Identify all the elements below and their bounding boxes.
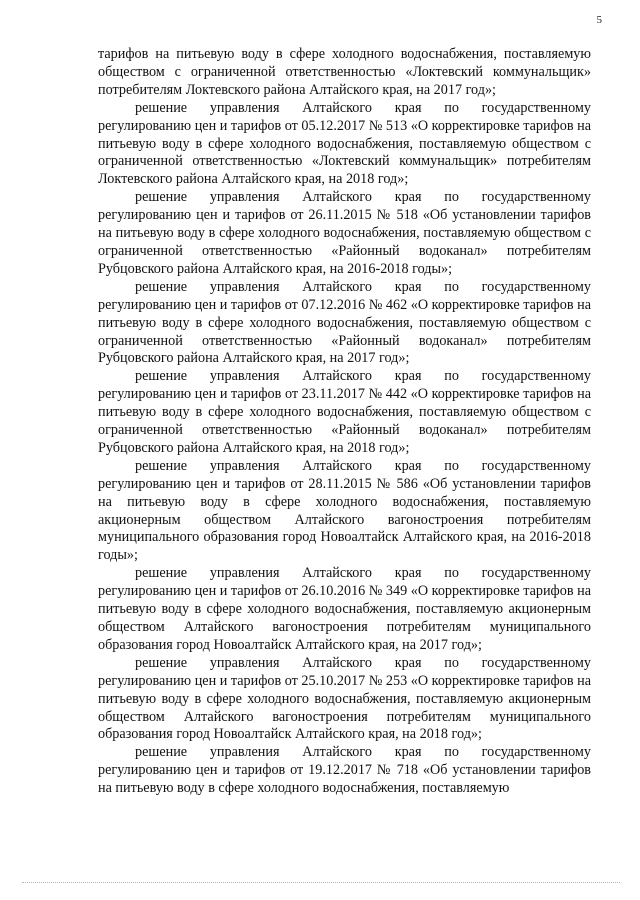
paragraph-decision-462: решение управления Алтайского края по государственному регулированию цен и тарифов от 07.12.2016 № 462 «О корректировке тарифов на питьевую воду в сфере холодного водоснабжения, поставляемую обществом с ограниченной ответственностью «Районный водоканал» потребителям Рубцовского района Алтайского края, на 2017 год»;: [98, 278, 591, 367]
scan-edge-line: [22, 882, 620, 883]
paragraph-decision-518: решение управления Алтайского края по государственному регулированию цен и тарифов от 26.11.2015 № 518 «Об установлении тарифов на питьевую воду в сфере холодного водоснабжения, поставляемую обществом с ограниченной ответственностью «Районный водоканал» потребителям Рубцовского района Алтайского края, на 2016-2018 годы»;: [98, 189, 591, 277]
paragraph-decision-718: решение управления Алтайского края по государственному регулированию цен и тарифов от 19.12.2017 № 718 «Об установлении тарифов на питьевую воду в сфере холодного водоснабжения, поставляемую: [98, 744, 591, 797]
paragraph-decision-513: решение управления Алтайского края по государственному регулированию цен и тарифов от 05.12.2017 № 513 «О корректировке тарифов на питьевую воду в сфере холодного водоснабжения, поставляемую обществом с ограниченной ответственностью «Локтевский коммунальщик» потребителям Локтевского района Алтайского края, на 2018 год»;: [98, 99, 591, 188]
paragraph-decision-442: решение управления Алтайского края по государственному регулированию цен и тарифов от 23.11.2017 № 442 «О корректировке тарифов на питьевую воду в сфере холодного водоснабжения, поставляемую обществом с ограниченной ответственностью «Районный водоканал» потребителям Рубцовского района Алтайского края, на 2018 год»;: [98, 368, 591, 456]
paragraph-decision-586: решение управления Алтайского края по государственному регулированию цен и тарифов от 28.11.2015 № 586 «Об установлении тарифов на питьевую воду в сфере холодного водоснабжения, поставляемую акционерным обществом Алтайского вагоностроения потребителям муниципального образования город Новоалтайск Алтайского края, на 2016-2018 годы»;: [98, 457, 591, 564]
page-number: 5: [596, 14, 602, 26]
paragraph-decision-253: решение управления Алтайского края по государственному регулированию цен и тарифов от 25.10.2017 № 253 «О корректировке тарифов на питьевую воду в сфере холодного водоснабжения, поставляемую акционерным обществом Алтайского вагоностроения потребителям муниципального образования город Новоалтайск Алтайского края, на 2018 год»;: [98, 654, 591, 743]
paragraph-decision-349: решение управления Алтайского края по государственному регулированию цен и тарифов от 26.10.2016 № 349 «О корректировке тарифов на питьевую воду в сфере холодного водоснабжения, поставляемую акционерным обществом Алтайского вагоностроения потребителям муниципального образования город Новоалтайск Алтайского края, на 2017 год»;: [98, 565, 591, 653]
paragraph-continuation: тарифов на питьевую воду в сфере холодного водоснабжения, поставляемую обществом с ограниченной ответственностью «Локтевский коммунальщик» потребителям Локтевского района Алтайского края, на 2017 год»;: [98, 46, 591, 98]
document-body: [98, 46, 591, 798]
